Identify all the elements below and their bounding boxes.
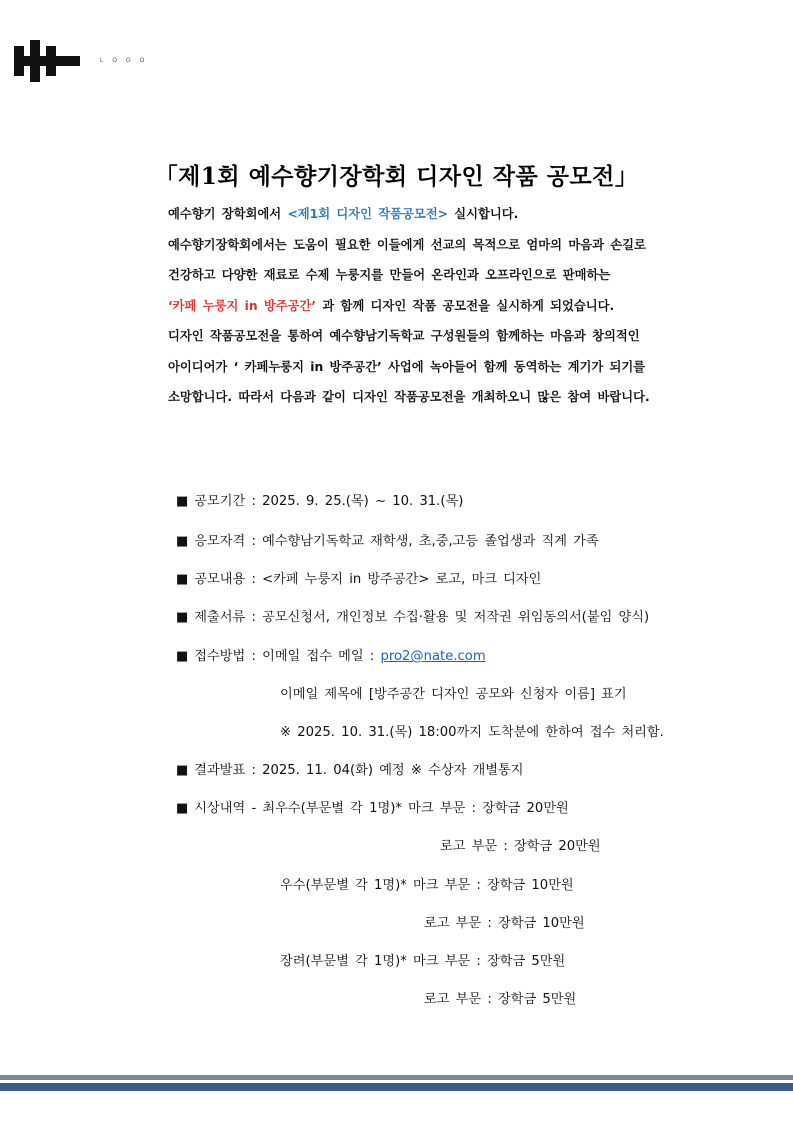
intro-line-7: 소망합니다. 따라서 다음과 같이 디자인 작품공모전을 개최하오니 많은 참여 바랍니다. xyxy=(168,390,650,404)
awards-line-1: 시상내역 - 최우수(부문별 각 1명)* 마크 부문 : 장학금 20만원 xyxy=(194,801,569,816)
logo-mark-right-top xyxy=(46,46,56,56)
method-line-2: 이메일 제목에 [방주공간 디자인 공모와 신청자 이름] 표기 xyxy=(280,687,627,702)
logo-mark-right-bottom xyxy=(46,66,56,76)
page-title: 「제1회 예수향기장학회 디자인 작품 공모전」 xyxy=(154,163,639,190)
bullet-icon: ■ xyxy=(176,801,189,816)
intro-line-1 xyxy=(168,204,768,235)
intro-line-2: 예수향기장학회에서는 도움이 필요한 이들에게 선교의 목적으로 엄마의 마음과 손길로 xyxy=(168,237,646,252)
announcement-item xyxy=(176,761,523,781)
awards-item xyxy=(176,799,569,819)
contest-name-highlight: <제1회 디자인 작품공모전> xyxy=(287,207,448,221)
intro-line-4 xyxy=(168,296,768,327)
intro-paragraph xyxy=(168,204,768,418)
bullet-icon: ■ xyxy=(176,649,189,664)
announcement-text: 결과발표 : 2025. 11. 04(화) 예정 ※ 수상자 개별통지 xyxy=(194,763,524,778)
eligibility-text: 응모자격 : 예수향남기독학교 재학생, 초,중,고등 졸업생과 직계 가족 xyxy=(194,534,599,549)
bullet-icon: ■ xyxy=(176,610,189,625)
awards-line-6: 로고 부문 : 장학금 5만원 xyxy=(424,992,577,1007)
awards-line-4: 로고 부문 : 장학금 10만원 xyxy=(424,916,585,931)
intro-line-5: 디자인 작품공모전을 통하여 예수향남기독학교 구성원들의 함께하는 마음과 창의적인 xyxy=(168,329,640,343)
method-line-3: ※ 2025. 10. 31.(목) 18:00까지 도착분에 한하여 접수 처리함. xyxy=(280,725,664,740)
content-text: 공모내용 : <카페 누룽지 in 방주공간> 로고, 마크 디자인 xyxy=(194,572,542,587)
intro-line-3: 건강하고 다양한 재료로 수제 누룽지를 만들어 온라인과 오프라인으로 판매하는 xyxy=(168,268,611,282)
intro-line-1-suffix: 실시합니다. xyxy=(448,207,519,221)
logo-text: LOGO xyxy=(100,58,154,64)
footer-rule-thick xyxy=(0,1083,793,1091)
awards-line-2: 로고 부문 : 장학금 20만원 xyxy=(440,839,601,854)
bullet-icon: ■ xyxy=(176,572,189,587)
bullet-icon: ■ xyxy=(176,763,189,778)
period-text: 공모기간 : 2025. 9. 25.(목) ~ 10. 31.(목) xyxy=(194,494,464,509)
logo-mark-bar xyxy=(14,56,80,66)
footer-rule-thin xyxy=(0,1075,793,1080)
awards-line-5: 장려(부문별 각 1명)* 마크 부문 : 장학금 5만원 xyxy=(280,954,566,969)
logo-mark-left-top xyxy=(14,46,24,56)
cafe-name-highlight: ‘카페 누룽지 in 방주공간’ xyxy=(168,298,317,313)
method-item xyxy=(176,647,486,667)
documents-item xyxy=(176,608,649,628)
eligibility-item xyxy=(176,532,599,552)
content-item xyxy=(176,570,541,590)
documents-text: 제출서류 : 공모신청서, 개인정보 수집·활용 및 저작권 위임동의서(붙임 양식) xyxy=(194,610,650,625)
logo xyxy=(14,40,154,82)
intro-line-6: 아이디어가 ‘ 카페누룽지 in 방주공간’ 사업에 녹아들어 함께 동역하는 계기가 되기를 xyxy=(168,359,646,374)
period-item xyxy=(176,492,463,512)
bullet-icon: ■ xyxy=(176,534,189,549)
intro-line-4-suffix: 과 함께 디자인 작품 공모전을 실시하게 되었습니다. xyxy=(316,298,615,313)
email-link[interactable]: pro2@nate.com xyxy=(380,649,486,664)
logo-mark-left-bottom xyxy=(14,66,24,76)
intro-line-1-prefix: 예수향기 장학회에서 xyxy=(168,207,288,221)
awards-line-3: 우수(부문별 각 1명)* 마크 부문 : 장학금 10만원 xyxy=(280,878,574,893)
method-text: 접수방법 : 이메일 접수 메일 : xyxy=(194,649,381,664)
bullet-icon: ■ xyxy=(176,494,189,509)
